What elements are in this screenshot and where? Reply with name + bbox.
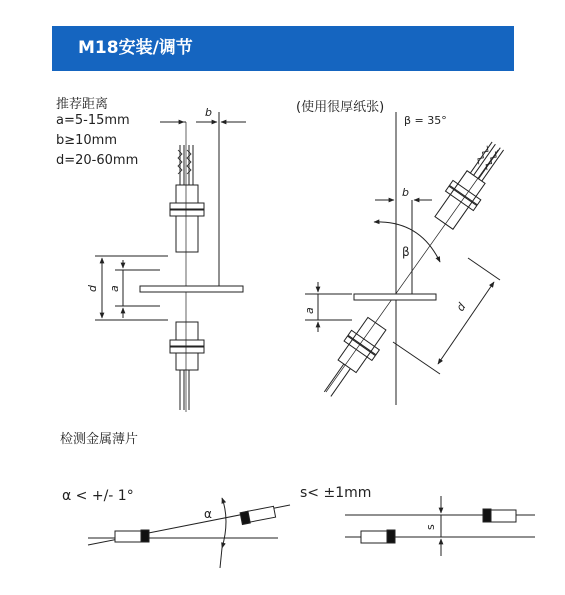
left-b-label: b [205, 106, 212, 119]
left-a-label: a [108, 285, 121, 292]
alpha-tolerance-formula: α < +/- 1° [62, 488, 134, 504]
recommended-distance-heading: 推荐距离 [56, 97, 109, 112]
s-label: s [424, 524, 437, 530]
offset-tolerance-diagram [345, 496, 535, 556]
alpha-label: α [204, 507, 212, 521]
right-a-label: a [303, 307, 316, 314]
angle-tolerance-diagram [88, 498, 290, 568]
thick-paper-note: (使用很厚纸张) [296, 100, 385, 115]
right-d-label: d [453, 300, 469, 314]
left-mounting-diagram [95, 112, 246, 412]
distance-b-line: b≥10mm [56, 133, 118, 148]
section-title: M18安装/调节 [78, 38, 193, 58]
distance-d-line: d=20-60mm [56, 153, 139, 168]
right-beta-label: β [402, 245, 410, 259]
distance-a-line: a=5-15mm [56, 113, 130, 128]
s-tolerance-formula: s< ±1mm [300, 485, 372, 501]
detect-metal-sheet-caption: 检测金属薄片 [60, 432, 139, 447]
left-d-label: d [86, 285, 99, 292]
right-b-label: b [402, 186, 409, 199]
beta-angle-value: β = 35° [404, 114, 447, 127]
